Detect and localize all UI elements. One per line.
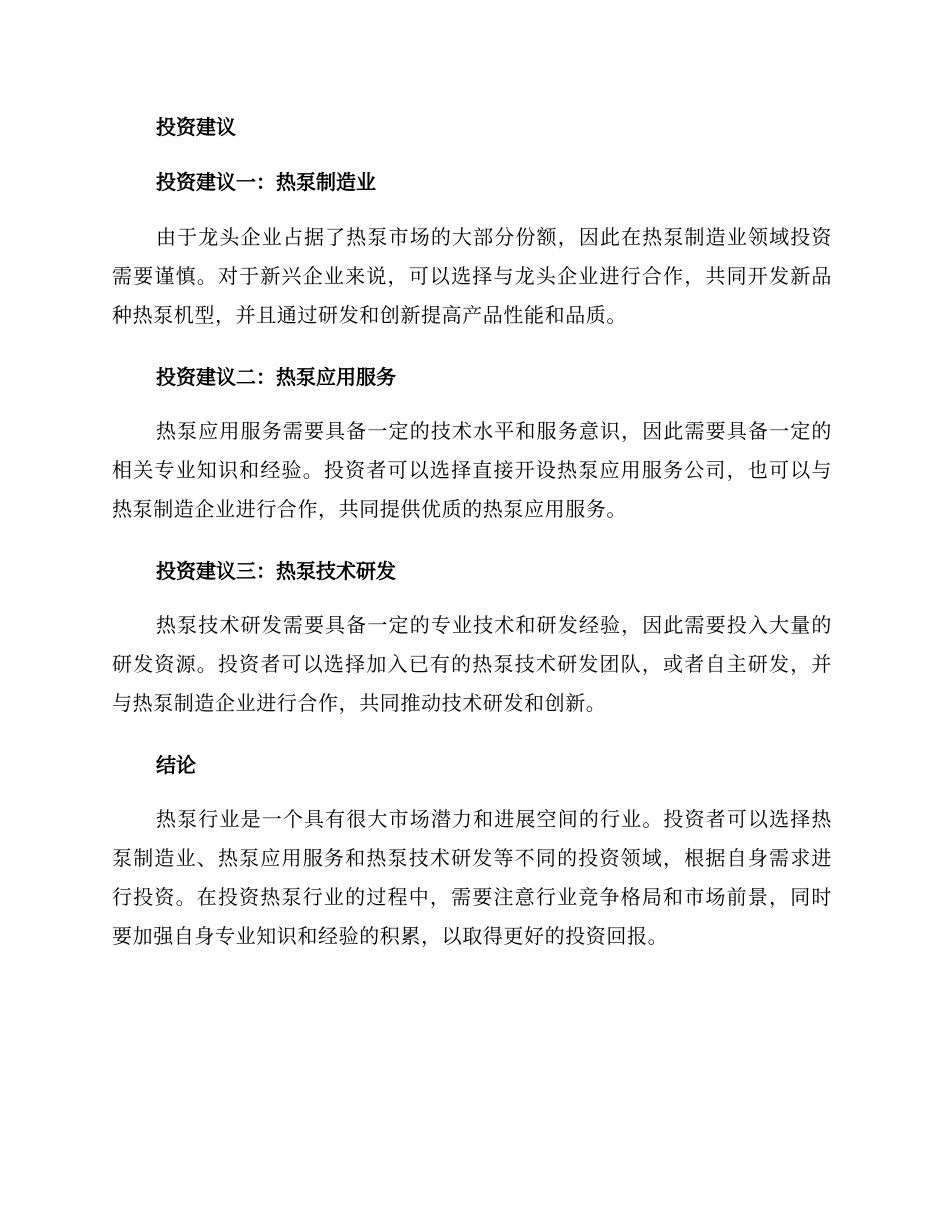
paragraph-advice-two: 热泵应用服务需要具备一定的技术水平和服务意识，因此需要具备一定的相关专业知识和经验。投资者可以选择直接开设热泵应用服务公司，也可以与热泵制造企业进行合作，共同提供优质的热泵应用服务。 xyxy=(112,419,832,521)
section-heading-advice-two: 投资建议二：热泵应用服务 xyxy=(156,365,396,389)
section-heading-advice-three: 投资建议三：热泵技术研发 xyxy=(156,559,396,583)
paragraph-advice-three: 热泵技术研发需要具备一定的专业技术和研发经验，因此需要投入大量的研发资源。投资者可以选择加入已有的热泵技术研发团队，或者自主研发，并与热泵制造企业进行合作，共同推动技术研发和创新。 xyxy=(112,613,832,715)
section-heading-conclusion: 结论 xyxy=(156,753,196,777)
paragraph-advice-one: 由于龙头企业占据了热泵市场的大部分份额，因此在热泵制造业领域投资需要谨慎。对于新兴企业来说，可以选择与龙头企业进行合作，共同开发新品种热泵机型，并且通过研发和创新提高产品性能和品质。 xyxy=(112,225,832,327)
section-heading-investment-advice: 投资建议 xyxy=(156,115,236,139)
section-heading-advice-one: 投资建议一：热泵制造业 xyxy=(156,170,376,194)
paragraph-conclusion: 热泵行业是一个具有很大市场潜力和进展空间的行业。投资者可以选择热泵制造业、热泵应用服务和热泵技术研发等不同的投资领域，根据自身需求进行投资。在投资热泵行业的过程中，需要注意行业竞争格局和市场前景，同时要加强自身专业知识和经验的积累，以取得更好的投资回报。 xyxy=(112,807,832,948)
